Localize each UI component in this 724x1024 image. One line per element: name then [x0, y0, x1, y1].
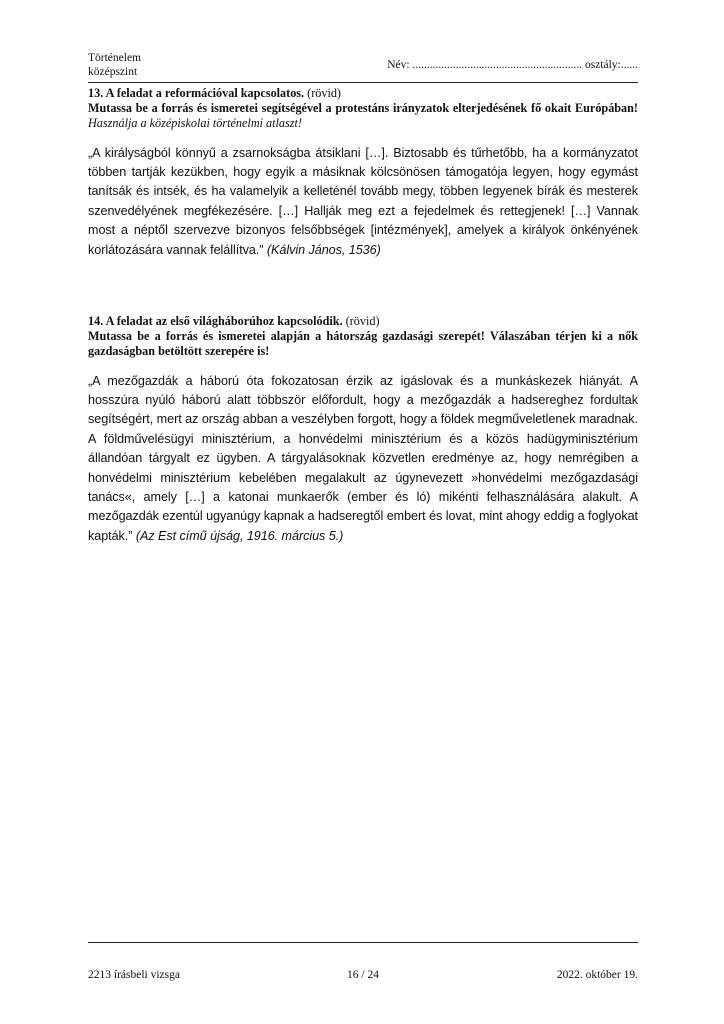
task-14-source-quote — [88, 372, 638, 547]
name-class-field: Név: ........................................................... osztály:...... — [387, 59, 638, 71]
task-14-instruction-text: Mutassa be a forrás és ismeretei alapján a hátország gazdasági szerepét! Válaszában térjen ki a nők gazdaságban betöltött szerepére is! — [88, 328, 638, 358]
task-13-source-quote — [88, 144, 638, 260]
exam-page — [88, 52, 638, 992]
task-13-instruction — [88, 101, 638, 131]
task-14-instruction — [88, 329, 638, 359]
task-13 — [88, 86, 638, 260]
footer-divider — [88, 942, 638, 943]
task-14 — [88, 314, 638, 546]
subject-level: középszint — [88, 65, 138, 78]
header-divider — [88, 82, 638, 83]
task-14-quote-source: (Az Est című újság, 1916. március 5.) — [135, 528, 344, 543]
subject-label — [88, 52, 141, 79]
page-number: 16 / 24 — [347, 969, 379, 981]
task-13-quote-source: (Kálvin János, 1536) — [266, 242, 381, 257]
task-13-title — [88, 86, 638, 101]
page-header — [88, 52, 638, 82]
task-13-quote-text: „A királyságból könnyű a zsarnokságba átsiklani […]. Biztosabb és tűrhetőbb, ha a kormányzatot többen tartják kezükben, hogy egyik a másiknak kölcsönösen támogatója legyen, hogy egymást tanítsák és intsék, és ha valamelyik a kelleténél tovább megy, többen legyenek bírák és mesterek szenvedélyének megfékezésére. […] Hallják meg ezt a fejedelmek és rettegjenek! […] Vannak most a néptől szervezve bizonyos felsőbbségek [intézmények], amelyek a királyok önkényének korlátozására vannak felállítva.” — [88, 145, 638, 257]
task-13-instruction-text: Mutassa be a forrás és ismeretei segítségével a protestáns irányzatok elterjedésének fő okait Európában! — [88, 100, 638, 115]
subject-name: Történelem — [88, 52, 142, 64]
task-13-heading: 13. A feladat a reformációval kapcsolatos. — [88, 86, 305, 100]
task-13-atlas-note: Használja a középiskolai történelmi atlaszt! — [88, 115, 302, 130]
exam-date: 2022. október 19. — [556, 969, 638, 981]
exam-code: 2213 írásbeli vizsga — [88, 969, 180, 981]
task-14-kind: (rövid) — [345, 314, 380, 328]
task-14-title — [88, 314, 638, 329]
task-14-heading: 14. A feladat az első világháborúhoz kapcsolódik. — [88, 314, 343, 328]
task-13-kind: (rövid) — [307, 86, 341, 100]
task-14-quote-text: „A mezőgazdák a háború óta fokozatosan érzik az igáslovak és a munkáskezek hiányát. A hosszúra nyúló háború alatt többször előfordult, hogy a mezőgazdák a hadsereghez fordultak segítségért, mert az ország abban a veszélyben forgott, hogy a földek megműveletlenek maradnak. A földművelésügyi minisztérium, a honvédelmi minisztérium és a közös hadügyminisztérium állandóan tárgyalt ez ügyben. A tárgyalásoknak közvetlen eredménye az, hogy nemrégiben a honvédelmi minisztérium kebelében megalakult az úgynevezett »honvédelmi mezőgazdasági tanács«, amely […] a katonai munkaerők (ember és ló) mikénti felhasználására alakult. A mezőgazdák ezentúl ugyanúgy kapnak a hadseregtől embert és lovat, mint ahogy eddig a foglyokat kapták.” — [88, 373, 638, 543]
